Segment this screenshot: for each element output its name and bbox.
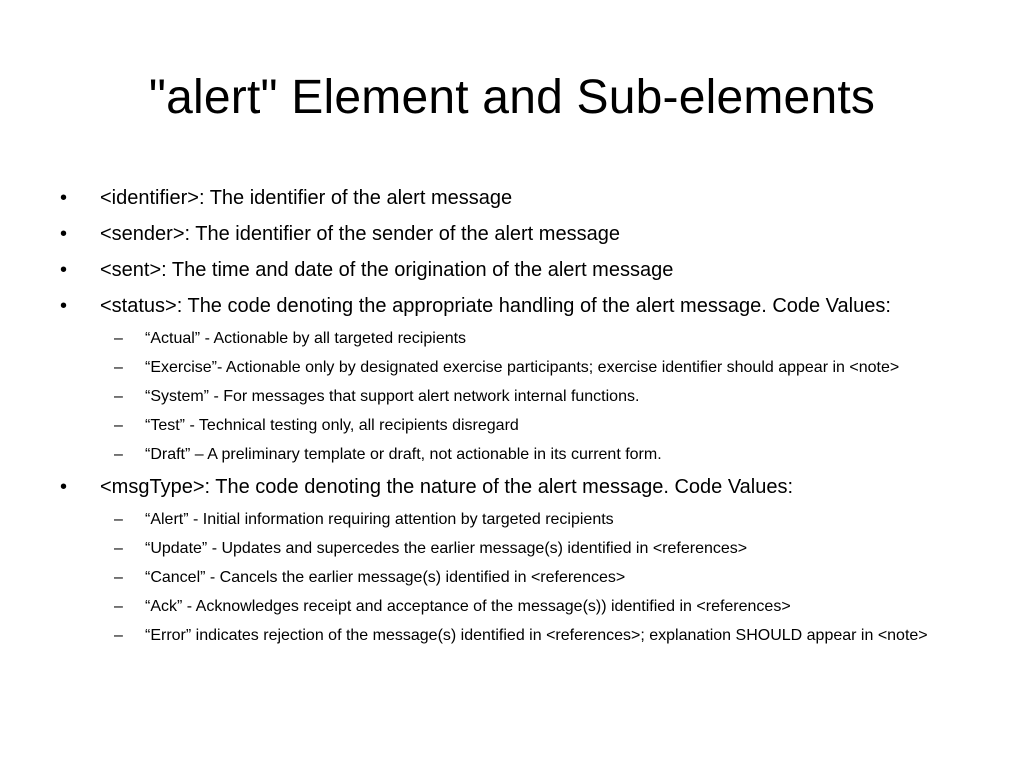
sub-bullet-text: “Alert” - Initial information requiring attention by targeted recipients [145,511,614,528]
sub-bullet-text: “Update” - Updates and supercedes the earlier message(s) identified in <references> [145,540,748,557]
sub-bullet-marker: – [114,330,123,347]
sub-bullet-marker: – [114,388,123,405]
sub-bullet-text: “Ack” - Acknowledges receipt and acceptance of the message(s)) identified in <references> [145,598,791,615]
bullet-text: <identifier>: The identifier of the alert message [100,187,513,209]
bullet-marker: • [60,223,68,245]
bullet-marker: • [60,259,68,281]
bullet-marker: • [60,476,68,498]
sub-bullet-marker: – [114,446,123,463]
sub-bullet-marker: – [114,598,123,615]
sub-bullet-text: “System” - For messages that support alert network internal functions. [145,388,640,405]
sub-bullet-marker: – [114,511,123,528]
sub-bullet-marker: – [114,627,123,644]
status-code-values-list [60,328,960,465]
bullet-item [60,220,960,248]
bullet-text: <msgType>: The code denoting the nature of the alert message. Code Values: [100,476,794,498]
bullet-item [60,184,960,212]
sub-bullet-marker: – [114,359,123,376]
bullet-marker: • [60,187,68,209]
bullet-item [60,473,960,501]
sub-bullet-item [60,625,940,646]
sub-bullet-text: “Cancel” - Cancels the earlier message(s) identified in <references> [145,569,626,586]
bullet-marker: • [60,295,68,317]
sub-bullet-item [60,357,940,378]
sub-bullet-text: “Test” - Technical testing only, all recipients disregard [145,417,519,434]
sub-bullet-text: “Exercise”- Actionable only by designated exercise participants; exercise identifier should appear in <note> [145,359,900,376]
sub-bullet-item [60,596,940,617]
sub-bullet-item [60,509,940,530]
msgtype-code-values-list [60,509,960,646]
sub-bullet-marker: – [114,417,123,434]
bullet-item [60,256,960,284]
bullet-item [60,292,960,320]
slide-title: "alert" Element and Sub-elements [148,71,876,124]
bullet-text: <sender>: The identifier of the sender of the alert message [100,223,620,245]
sub-bullet-text: “Error” indicates rejection of the message(s) identified in <references>; explanation SHOULD appear in <note> [145,627,928,644]
sub-bullet-text: “Actual” - Actionable by all targeted recipients [145,330,467,347]
bullet-text: <status>: The code denoting the appropriate handling of the alert message. Code Values: [100,295,891,317]
sub-bullet-item [60,328,940,349]
sub-bullet-item [60,444,940,465]
sub-bullet-text: “Draft” – A preliminary template or draft, not actionable in its current form. [145,446,662,463]
sub-bullet-marker: – [114,569,123,586]
sub-bullet-item [60,415,940,436]
sub-bullet-item [60,567,940,588]
sub-bullet-item [60,538,940,559]
sub-bullet-item [60,386,940,407]
sub-bullet-marker: – [114,540,123,557]
bullet-text: <sent>: The time and date of the origination of the alert message [100,259,674,281]
bullet-list [60,184,960,654]
